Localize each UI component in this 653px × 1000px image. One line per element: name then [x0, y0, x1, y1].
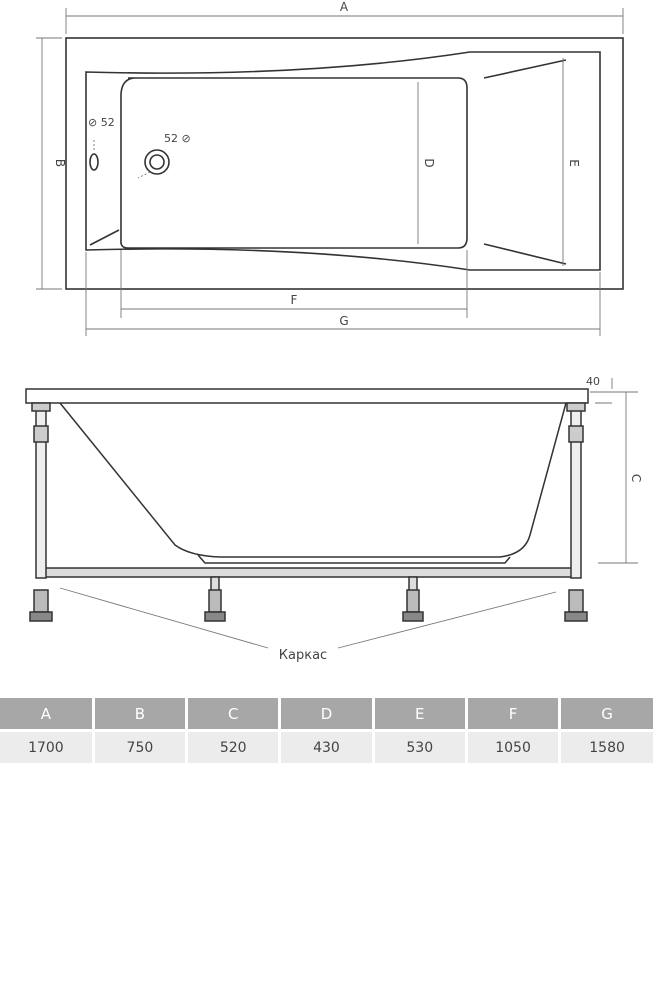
side-view [26, 389, 588, 621]
head-line-top [90, 230, 119, 245]
frame-leg-left [30, 403, 52, 621]
frame-leg-middle-right [403, 577, 423, 621]
table-header: E [373, 698, 466, 731]
table-row [0, 731, 653, 764]
top-view [66, 38, 623, 289]
label-f: F [290, 293, 298, 307]
label-e: E [567, 159, 581, 167]
table-header: D [280, 698, 373, 731]
dimensions-table [0, 698, 653, 763]
tub-bottom-outline [121, 78, 467, 248]
table-header: C [187, 698, 280, 731]
frame-leader-right [338, 592, 556, 648]
label-b: B [53, 158, 67, 168]
table-cell: 520 [187, 731, 280, 764]
side-view-dimensions [60, 378, 638, 648]
table-cell: 750 [93, 731, 186, 764]
frame-leader-left [60, 588, 268, 648]
label-a: A [339, 0, 349, 14]
side-view-labels [279, 375, 643, 663]
overflow-diameter-label: ⊘ 52 [88, 116, 115, 129]
drain-outer [145, 150, 169, 174]
frame-label: Каркас [278, 648, 328, 663]
label-g: G [339, 314, 349, 328]
table-cell: 430 [280, 731, 373, 764]
tub-bottom-pan [198, 555, 510, 563]
tub-side-profile [60, 403, 566, 557]
side-rim [26, 389, 588, 403]
label-c: C [629, 473, 643, 483]
top-view-dimensions [36, 8, 623, 336]
drain-inner [150, 155, 164, 169]
frame-bottom-bar [42, 568, 575, 577]
frame-leg-right [565, 403, 587, 621]
overflow-hole [90, 154, 98, 170]
tub-outline [86, 52, 600, 270]
table-header: G [560, 698, 653, 731]
table-header: B [93, 698, 186, 731]
label-d: D [422, 158, 436, 168]
table-cell: 1050 [466, 731, 559, 764]
drain-leader [138, 172, 150, 178]
table-cell: 1700 [0, 731, 93, 764]
table-cell: 1580 [560, 731, 653, 764]
table-header: F [466, 698, 559, 731]
table-header-row [0, 698, 653, 731]
frame-leg-middle-left [205, 577, 225, 621]
top-view-labels [53, 0, 581, 328]
drain-diameter-label: 52 ⊘ [164, 132, 191, 145]
table-cell: 530 [373, 731, 466, 764]
rim-thickness-label: 40 [586, 375, 600, 388]
backrest-line-bottom [484, 244, 566, 264]
backrest-line-top [484, 60, 566, 78]
table-header: A [0, 698, 93, 731]
